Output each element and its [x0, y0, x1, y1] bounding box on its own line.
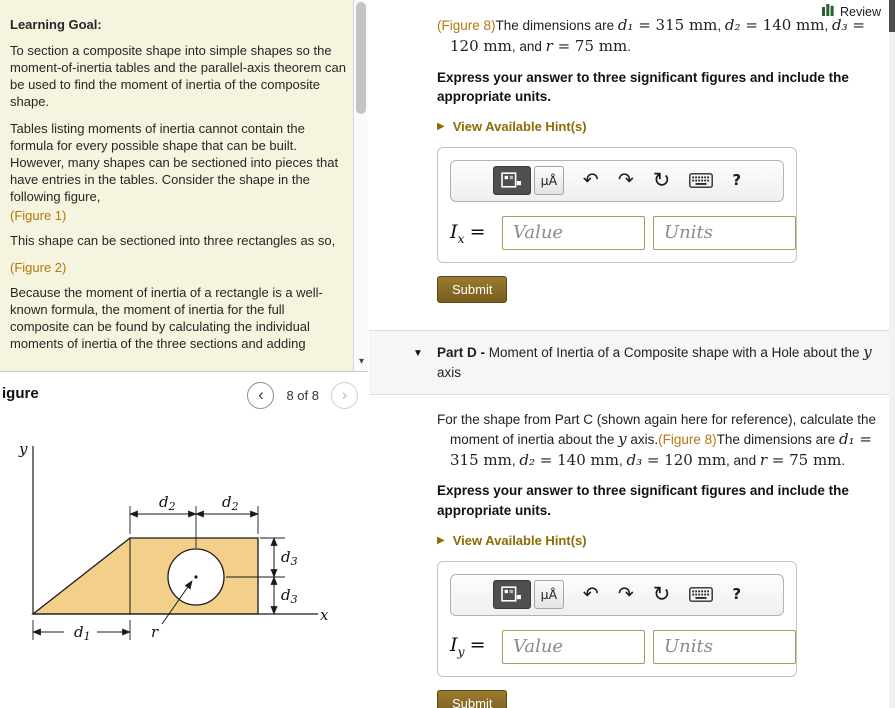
text-segment: The dimensions are — [716, 431, 839, 447]
text-segment: Part D - — [437, 344, 489, 360]
collapse-triangle-icon[interactable]: ▼ — [413, 347, 423, 359]
text-segment: = 120 mm — [450, 16, 865, 56]
body-paragraph: Tables listing moments of inertia cannot contain the formula for every possible shape that can be built. However, many shapes can be sectioned into pieces that have entries in the tables. Consider the shape in the following figure, — [10, 121, 339, 205]
next-figure-button[interactable] — [331, 382, 358, 409]
part-d-header[interactable] — [369, 330, 895, 395]
d3-top-label: $d_3$ — [281, 548, 298, 568]
figure-page-indicator: 8 of 8 — [286, 388, 319, 403]
part-d-question-text — [437, 410, 879, 472]
view-hints-toggle[interactable] — [437, 533, 879, 548]
chevron-left-icon: ‹ — [258, 385, 264, 404]
learning-goal-title: Learning Goal: — [10, 17, 102, 32]
undo-icon[interactable]: ↶ — [582, 583, 599, 606]
value-input[interactable] — [502, 216, 645, 250]
undo-icon[interactable]: ↶ — [582, 169, 599, 192]
right-column — [369, 0, 895, 708]
view-hints-label: View Available Hint(s) — [452, 118, 587, 134]
text-segment: , — [618, 453, 627, 469]
matrix-template-icon — [501, 172, 522, 189]
text-segment: = 315 mm — [633, 16, 718, 34]
text-segment: , — [717, 18, 725, 33]
text-segment: = 140 mm — [740, 16, 825, 34]
help-icon[interactable]: ? — [732, 171, 742, 190]
keyboard-icon[interactable] — [689, 587, 713, 602]
figure-header — [0, 372, 368, 418]
d1-label: $d_1$ — [74, 623, 91, 643]
figure-1-link[interactable]: (Figure 1) — [10, 208, 67, 224]
chevron-right-icon: › — [341, 385, 348, 404]
figure-canvas — [0, 418, 368, 708]
units-input[interactable] — [653, 216, 796, 250]
reset-icon[interactable]: ↻ — [652, 168, 671, 193]
text-segment: Moment of Inertia of a Composite shape with a Hole about the — [488, 344, 864, 360]
answer-variable-label: $I_x$ = — [450, 220, 486, 246]
equation-toolbar — [450, 574, 784, 616]
part-d-answer-row — [450, 630, 784, 664]
figure-link[interactable]: (Figure 8) — [437, 18, 496, 33]
text-segment: y — [863, 342, 872, 361]
y-axis-label: y — [19, 440, 28, 458]
part-c-dimensions-text — [437, 15, 879, 58]
text-segment: . — [841, 453, 846, 469]
scroll-down-icon: ▾ — [358, 355, 365, 367]
express-answer-instruction: Express your answer to three significant figures and include the appropriate units. — [437, 69, 849, 104]
redo-icon[interactable]: ↷ — [617, 169, 634, 192]
equation-template-button[interactable] — [493, 166, 531, 195]
text-segment: = 140 mm — [535, 451, 619, 470]
figure-panel — [0, 372, 368, 708]
figure-2-link[interactable]: (Figure 2) — [10, 260, 67, 276]
body-paragraph: This shape can be sectioned into three rectangles as so, — [10, 233, 336, 249]
text-segment: , and — [726, 453, 760, 469]
radius-label: r — [151, 623, 159, 641]
toolbar-button-group — [493, 166, 564, 195]
equation-template-button[interactable] — [493, 580, 531, 609]
units-template-button[interactable]: μÅ — [534, 166, 564, 195]
view-hints-toggle[interactable] — [437, 119, 879, 134]
keyboard-icon[interactable] — [689, 173, 713, 188]
d3-bottom-label: $d_3$ — [281, 586, 298, 606]
part-c-answer-box — [437, 147, 797, 263]
text-segment: = 75 mm — [767, 451, 842, 470]
scrollbar-thumb[interactable] — [356, 2, 366, 114]
text-segment: d₃ — [626, 451, 643, 470]
text-segment: d₃ — [832, 16, 848, 34]
text-segment: , — [824, 18, 833, 33]
figure-pagination — [247, 382, 358, 409]
part-c-submit-button[interactable]: Submit — [437, 276, 507, 303]
text-segment: = 120 mm — [642, 451, 727, 470]
part-d-title — [437, 342, 872, 381]
hint-expand-icon: ▶ — [437, 534, 445, 546]
text-segment: d₁ — [617, 16, 634, 34]
text-segment: y — [618, 429, 627, 448]
review-books-icon — [822, 3, 835, 21]
previous-figure-button[interactable] — [247, 382, 274, 409]
hint-expand-icon: ▶ — [437, 120, 445, 132]
answer-variable-label: $I_y$ = — [450, 634, 486, 660]
equation-toolbar — [450, 160, 784, 202]
text-segment: = 75 mm — [552, 37, 628, 56]
part-d-answer-box — [437, 561, 797, 677]
text-segment: r — [759, 451, 767, 470]
left-column — [0, 0, 368, 708]
redo-icon[interactable]: ↷ — [617, 583, 634, 606]
reset-icon[interactable]: ↻ — [652, 582, 671, 607]
x-axis-label: x — [320, 606, 329, 624]
part-c-answer-row — [450, 216, 784, 250]
body-paragraph: Because the moment of inertia of a rectangle is a well-known formula, the moment of inertia for the full composite can be found by calculating the individual moments of inertia of the three sections and adding — [10, 285, 323, 352]
composite-shape-figure — [0, 418, 368, 708]
scroll-down-button[interactable] — [354, 352, 368, 370]
page-scrollbar-thumb[interactable] — [889, 0, 895, 32]
text-segment: , — [511, 453, 520, 469]
part-d-submit-button[interactable]: Submit — [437, 690, 507, 708]
units-input[interactable] — [653, 630, 796, 664]
text-segment: d₁ — [838, 429, 855, 448]
text-segment: d₂ — [519, 451, 535, 470]
d2-left-label: $d_2$ — [159, 493, 176, 513]
review-label: Review — [840, 5, 881, 19]
help-icon[interactable]: ? — [732, 585, 742, 604]
text-segment: r — [545, 37, 553, 56]
value-input[interactable] — [502, 630, 645, 664]
text-segment: = 315 mm — [450, 429, 872, 470]
learning-goal-content — [0, 0, 352, 352]
hole-center-dot — [194, 575, 197, 578]
page-scrollbar[interactable] — [889, 0, 895, 708]
text-segment: . — [627, 39, 631, 55]
learning-goal-panel — [0, 0, 368, 372]
text-segment: d₂ — [724, 16, 741, 34]
text-segment: axis. — [626, 431, 659, 447]
text-segment: axis — [437, 365, 462, 381]
figure-link[interactable]: (Figure 8) — [658, 431, 717, 447]
units-template-button[interactable]: μÅ — [534, 580, 564, 609]
review-bar[interactable] — [822, 3, 881, 21]
left-panel-scrollbar[interactable] — [353, 0, 368, 372]
text-segment: The dimensions are — [495, 18, 618, 33]
text-segment: , and — [511, 39, 546, 55]
toolbar-button-group — [493, 580, 564, 609]
d2-right-label: $d_2$ — [222, 493, 239, 513]
matrix-template-icon — [501, 586, 522, 603]
view-hints-label: View Available Hint(s) — [452, 532, 587, 548]
text-segment: For the shape from Part C (shown again here for reference), calculate the moment of inertia about the — [437, 411, 876, 447]
learning-goal-paragraph: To section a composite shape into simple shapes so the moment-of-inertia tables and the parallel-axis theorem can be used to find the moment of inertia of the composite shape. — [10, 43, 347, 110]
figure-panel-title: igure — [2, 385, 39, 402]
express-answer-instruction: Express your answer to three significant figures and include the appropriate units. — [437, 483, 849, 518]
